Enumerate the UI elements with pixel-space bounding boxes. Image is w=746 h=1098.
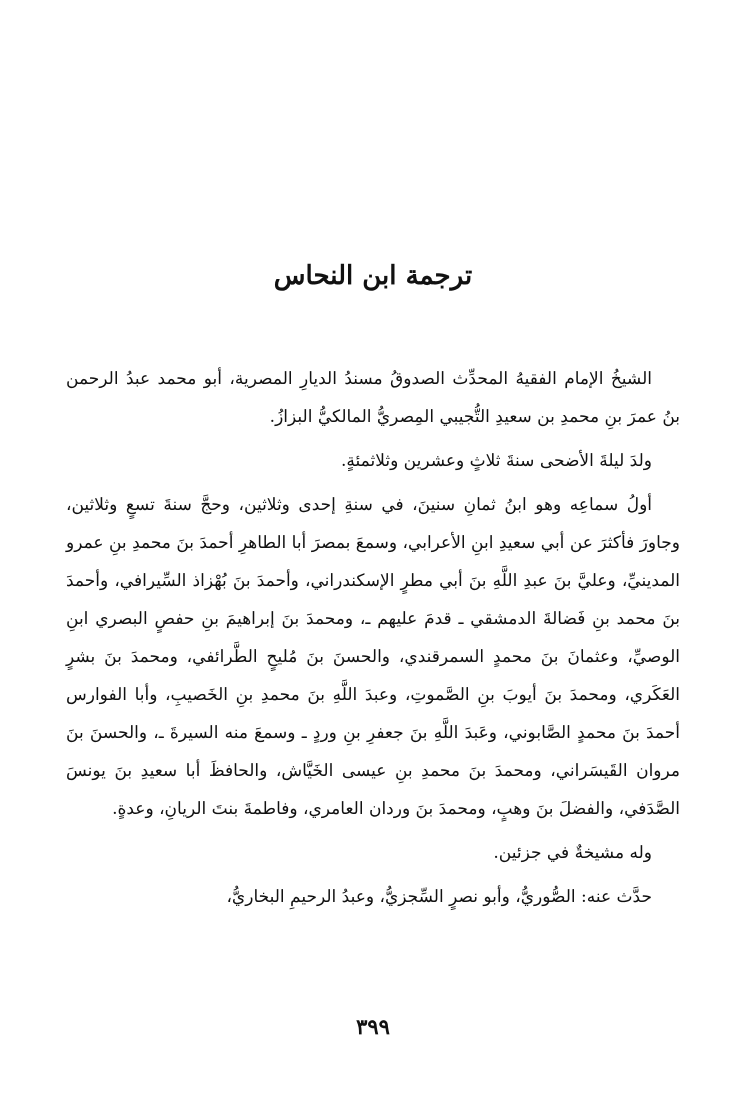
page-number: ٣٩٩ xyxy=(356,1014,390,1039)
paragraph-mashyakha: وله مشيخةٌ في جزئين. xyxy=(493,843,652,863)
page-title: ترجمة ابن النحاس xyxy=(273,261,473,291)
paragraph-intro: الشيخُ الإمام الفقيهُ المحدِّث الصدوقُ مسندُ الديارِ المصرية، أبو محمد عبدُ الرحمن بنُ عمرَ بنِ محمدِ بن سعيدِ التُّجيبي المِصريُّ المالكيُّ البزازُ. xyxy=(66,369,680,427)
paragraph-birth: ولدَ ليلةَ الأضحى سنةَ ثلاثٍ وعشرين وثلاثمئةٍ. xyxy=(340,451,652,471)
body-text xyxy=(66,360,680,916)
paragraph-students: حدَّث عنه: الصُّوريُّ، وأبو نصرٍ السِّجزيُّ، وعبدُ الرحيمِ البخاريُّ، xyxy=(226,887,652,907)
paragraph-teachers: أولُ سماعِه وهو ابنُ ثمانِ سنينَ، في سنةِ إحدى وثلاثين، وحجَّ سنةَ تسعٍ وثلاثين، وجاورَ فأكثرَ عن أبي سعيدِ ابنِ الأعرابي، وسمعَ بمصرَ أبا الطاهرِ أحمدَ بنَ محمدِ بنِ عمرو المدينيِّ، وعليَّ بنَ عبدِ اللَّهِ بنَ أبي مطرٍ الإسكندراني، وأحمدَ بنَ بُهْزاذ السِّيرافي، وأحمدَ بنَ محمد بنِ فَضالةَ الدمشقي ـ قدمَ عليهم ـ، ومحمدَ بنَ إبراهيمَ بنِ حفصٍ البصري ابنِ الوصيِّ، وعثمانَ بنَ محمدٍ السمرقندي، والحسنَ بنَ مُليحٍ الطَّرائفي، ومحمدَ بنَ بشرٍ العَكَري، ومحمدَ بنَ أيوبَ بنِ الصَّموتِ، وعبدَ اللَّهِ بنَ محمدِ بنِ الخَصيبِ، وأبا الفوارس أحمدَ بنَ محمدٍ الصَّابوني، وعَبدَ اللَّهِ بنَ جعفرِ بنِ وردٍ ـ وسمعَ منه السيرةَ ـ، والحسنَ بنَ مروان القَيسَراني، ومحمدَ بنَ محمدِ بنِ عيسى الخَيَّاش، والحافظَ أبا سعيدِ بنَ يونسَ الصَّدَفي، والفضلَ بنَ وهبٍ، ومحمدَ بنَ وردان العامري، وفاطمةَ بنتَ الريانِ، وعدةٍ. xyxy=(66,495,680,819)
